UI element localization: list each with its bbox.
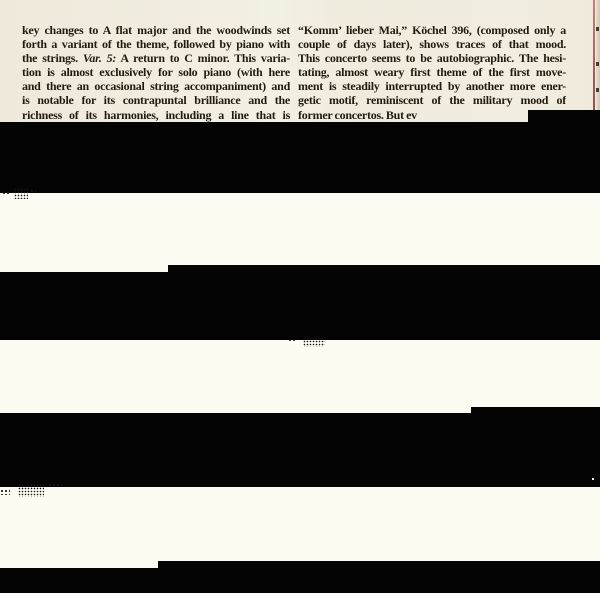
- scan-speckle: [303, 337, 325, 347]
- redaction-gradient-3: [357, 407, 473, 414]
- scan-speckle: [14, 188, 28, 199]
- text-line: couple of days later), shows traces of that mood.: [298, 37, 566, 52]
- text-line: getic motif, reminiscent of the military mood of: [298, 93, 566, 108]
- text-line: tion is almost exclusively for solo piano (with here: [22, 65, 290, 80]
- redaction-bar-3: [0, 413, 600, 487]
- scan-white-dot: [592, 478, 594, 480]
- edge-text-fragment: [596, 88, 599, 92]
- scan-speckle: [48, 483, 62, 488]
- page-edge: [596, 0, 600, 122]
- text-line: forth a variant of the theme, followed by piano with: [22, 37, 290, 52]
- redaction-gradient-4: [52, 560, 160, 568]
- edge-text-fragment: [596, 62, 599, 66]
- text-line: richness of its harmonies, including a line that is: [22, 107, 290, 122]
- scan-speckle: [18, 484, 44, 497]
- scan-speckle: [30, 189, 36, 192]
- scan-speckle: [2, 191, 10, 196]
- redaction-bar-1: [0, 122, 600, 193]
- scan-speckle: [288, 338, 296, 342]
- text-run: A return to C minor. This varia-: [116, 51, 290, 66]
- redaction-gradient-1: [428, 110, 530, 122]
- left-column: [22, 23, 290, 122]
- edge-text-fragment: [596, 27, 599, 31]
- redaction-bar-4: [0, 568, 600, 593]
- text-line: key changes to A flat major and the woodwinds set: [22, 23, 290, 37]
- text-run-italic: Var. 5:: [82, 51, 117, 66]
- text-line: former concertos. But ev: [298, 107, 417, 122]
- text-line: ment is steadily interrupted by another more ener-: [298, 79, 566, 94]
- redaction-gradient-2: [60, 263, 170, 272]
- text-line: tating, almost weary first theme of the first move-: [298, 65, 566, 80]
- text-line: and there an occasional string accompaniment) and: [22, 79, 290, 94]
- page-edge-line: [593, 0, 595, 120]
- right-column: [298, 23, 566, 122]
- text-line: “Komm’ lieber Mai,” Köchel 396, (composed only a: [298, 23, 566, 37]
- scan-speckle: [0, 489, 10, 495]
- text-line: [22, 51, 290, 65]
- text-line: This concerto seems to be autobiographic. The hesi-: [298, 51, 566, 66]
- text-line: is notable for its contrapuntal brilliance and the: [22, 93, 290, 108]
- text-run: the strings.: [22, 51, 83, 66]
- redaction-bar-2: [0, 272, 600, 340]
